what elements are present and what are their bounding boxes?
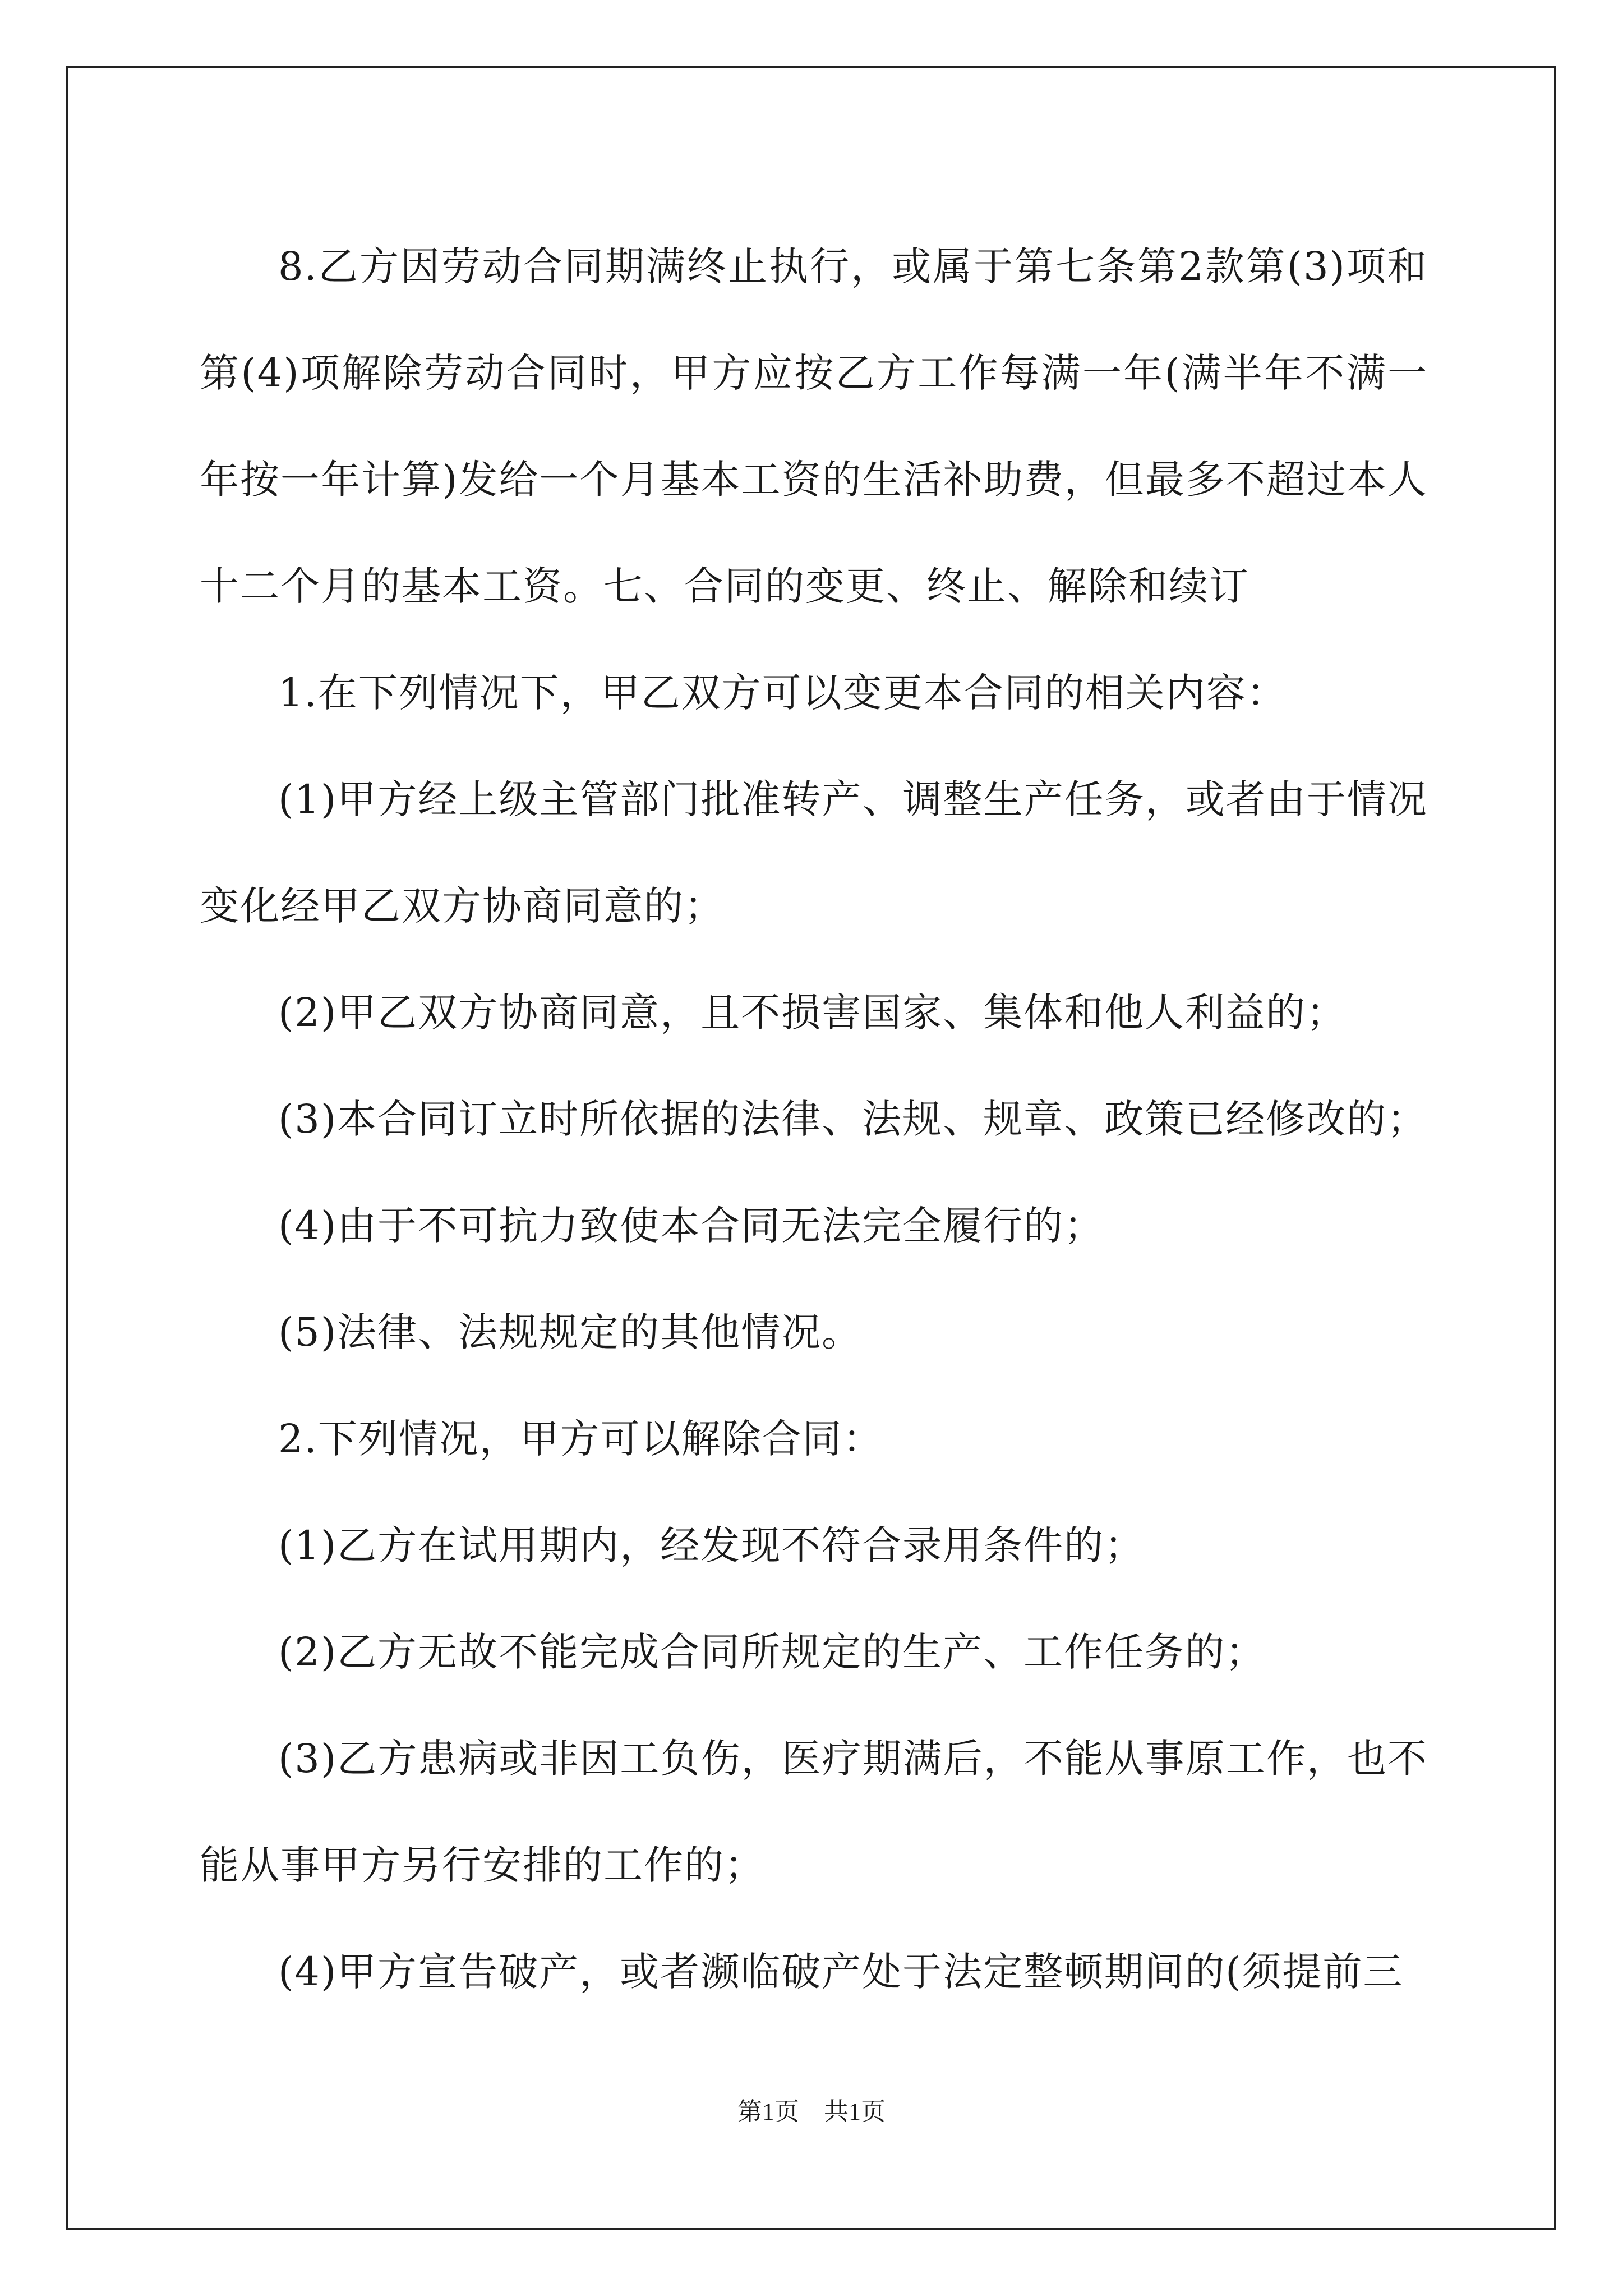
document-body bbox=[200, 213, 1428, 2025]
paragraph: 8.乙方因劳动合同期满终止执行，或属于第七条第2款第(3)项和第(4)项解除劳动合同时，甲方应按乙方工作每满一年(满半年不满一年按一年计算)发给一个月基本工资的生活补助费，但最多不超过本人十二个月的基本工资。七、合同的变更、终止、解除和续订 bbox=[200, 243, 1428, 609]
paragraph: (3)本合同订立时所依据的法律、法规、规章、政策已经修改的； bbox=[278, 1096, 1428, 1142]
page-number-footer: 第1页 共1页 bbox=[737, 2098, 886, 2125]
paragraph: (1)乙方在试用期内，经发现不符合录用条件的； bbox=[278, 1522, 1145, 1568]
paragraph: (3)乙方患病或非因工负伤，医疗期满后，不能从事原工作，也不能从事甲方另行安排的工作的； bbox=[200, 1736, 1428, 1888]
paragraph: (2)甲乙双方协商同意，且不损害国家、集体和他人利益的； bbox=[278, 990, 1347, 1036]
paragraph: (5)法律、法规规定的其他情况。 bbox=[278, 1309, 863, 1355]
paragraph: (4)甲方宣告破产，或者濒临破产处于法定整顿期间的(须提前三 bbox=[278, 1949, 1404, 1995]
paragraph: (1)甲方经上级主管部门批准转产、调整生产任务，或者由于情况变化经甲乙双方协商同意的； bbox=[200, 776, 1428, 929]
paragraph: (2)乙方无故不能完成合同所规定的生产、工作任务的； bbox=[278, 1629, 1266, 1675]
paragraph: 1.在下列情况下，甲乙双方可以变更本合同的相关内容： bbox=[278, 670, 1287, 716]
paragraph: (4)由于不可抗力致使本合同无法完全履行的； bbox=[278, 1203, 1105, 1249]
paragraph: 2.下列情况，甲方可以解除合同： bbox=[278, 1416, 883, 1462]
